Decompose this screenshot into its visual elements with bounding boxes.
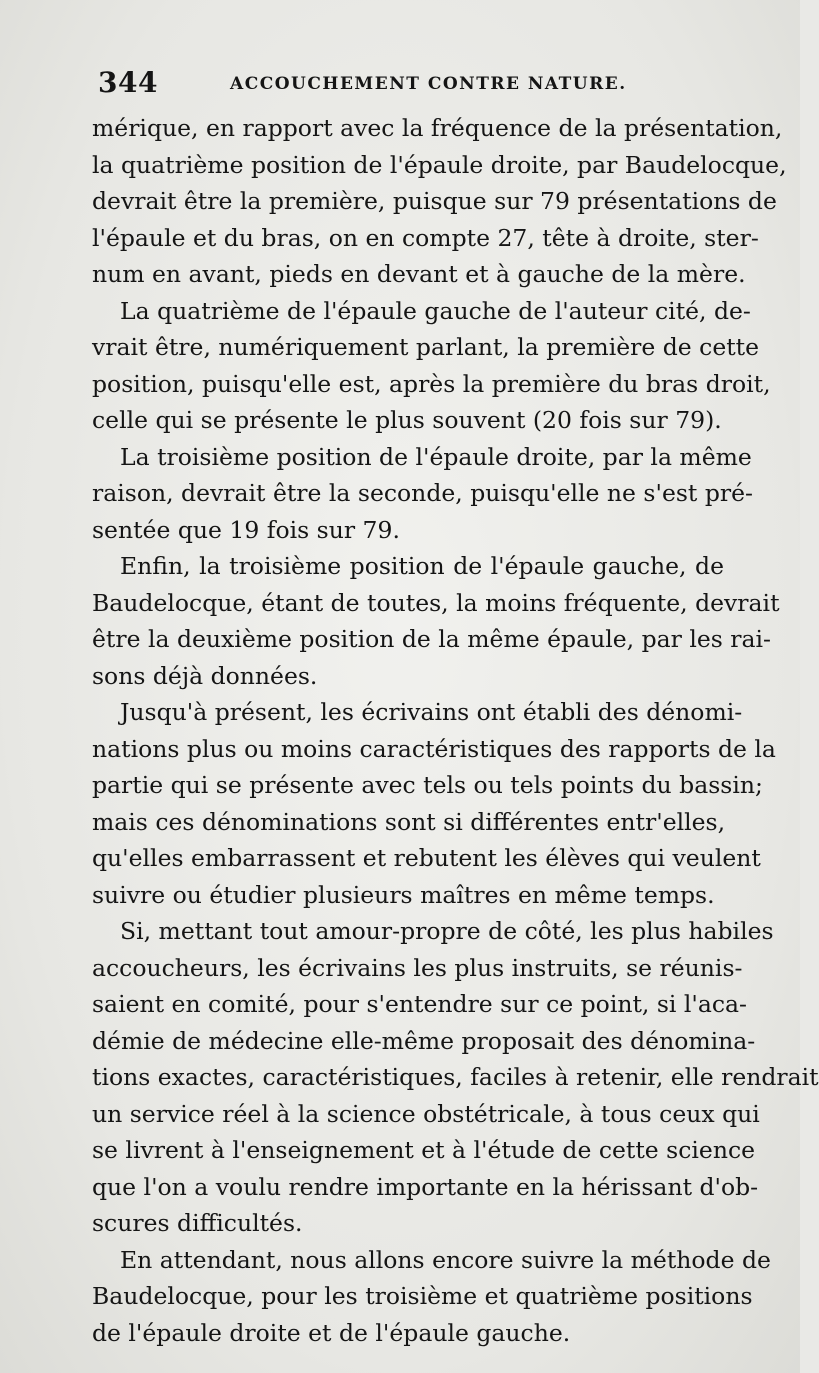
text-line: saient en comité, pour s'entendre sur ce point, si l'aca-	[92, 990, 747, 1018]
text-line: sons déjà données.	[92, 661, 318, 690]
text-line: devrait être la première, puisque sur 79 présentations de	[92, 187, 777, 215]
text-line: La troisième position de l'épaule droite, par la même	[120, 442, 752, 471]
text-line: position, puisqu'elle est, après la première du bras droit,	[92, 369, 771, 398]
text-line: qu'elles embarrassent et rebutent les élèves qui veulent	[92, 844, 761, 872]
text-line: la quatrième position de l'épaule droite, par Baudelocque,	[92, 150, 787, 179]
paragraph-7	[92, 1242, 771, 1352]
text-line: vrait être, numériquement parlant, la première de cette	[92, 333, 760, 361]
text-line: Si, mettant tout amour-propre de côté, les plus habiles	[120, 917, 774, 945]
text-line: Baudelocque, pour les troisième et quatrième positions	[92, 1282, 753, 1310]
paragraph-1	[92, 110, 787, 293]
text-line: sentée que 19 fois sur 79.	[92, 515, 400, 544]
text-line: mais ces dénominations sont si différentes entr'elles,	[92, 807, 726, 836]
text-line: raison, devrait être la seconde, puisqu'elle ne s'est pré-	[92, 479, 753, 507]
text-line: se livrent à l'enseignement et à l'étude de cette science	[92, 1136, 756, 1164]
paragraph-4	[92, 548, 780, 694]
text-line: suivre ou étudier plusieurs maîtres en même temps.	[92, 880, 715, 909]
text-line: Jusqu'à présent, les écrivains ont établi des dénomi-	[120, 698, 743, 726]
text-line: que l'on a voulu rendre importante en la hérissant d'ob-	[92, 1172, 759, 1201]
text-line: accoucheurs, les écrivains les plus instruits, se réunis-	[92, 953, 743, 982]
text-line: démie de médecine elle-même proposait des dénomina-	[92, 1026, 756, 1055]
text-line: celle qui se présente le plus souvent (20 fois sur 79).	[92, 406, 722, 434]
text-line: partie qui se présente avec tels ou tels points du bassin;	[92, 771, 763, 799]
text-line: nations plus ou moins caractéristiques des rapports de la	[92, 734, 776, 763]
paragraph-2	[92, 293, 771, 439]
text-line: mérique, en rapport avec la fréquence de la présentation,	[92, 114, 783, 142]
text-line: Baudelocque, étant de toutes, la moins fréquente, devrait	[92, 588, 780, 617]
body-text	[92, 110, 819, 1351]
text-line: En attendant, nous allons encore suivre la méthode de	[120, 1245, 771, 1274]
text-line: de l'épaule droite et de l'épaule gauche.	[92, 1318, 571, 1347]
text-line: scures difficultés.	[92, 1209, 303, 1237]
text-line: La quatrième de l'épaule gauche de l'auteur cité, de-	[120, 296, 751, 325]
paragraph-3	[92, 439, 753, 549]
page-header	[98, 66, 728, 102]
text-line: l'épaule et du bras, on en compte 27, tête à droite, ster-	[92, 223, 759, 252]
running-title: ACCOUCHEMENT CONTRE NATURE.	[230, 74, 627, 94]
text-line: Enfin, la troisième position de l'épaule gauche, de	[120, 552, 724, 580]
paragraph-6	[92, 913, 819, 1242]
text-line: tions exactes, caractéristiques, faciles à retenir, elle rendrait	[92, 1063, 819, 1091]
page-number: 344	[98, 66, 158, 99]
text-line: être la deuxième position de la même épaule, par les rai-	[92, 625, 771, 653]
paragraph-5	[92, 694, 776, 913]
text-line: num en avant, pieds en devant et à gauche de la mère.	[92, 260, 746, 288]
text-line: un service réel à la science obstétricale, à tous ceux qui	[92, 1099, 760, 1128]
